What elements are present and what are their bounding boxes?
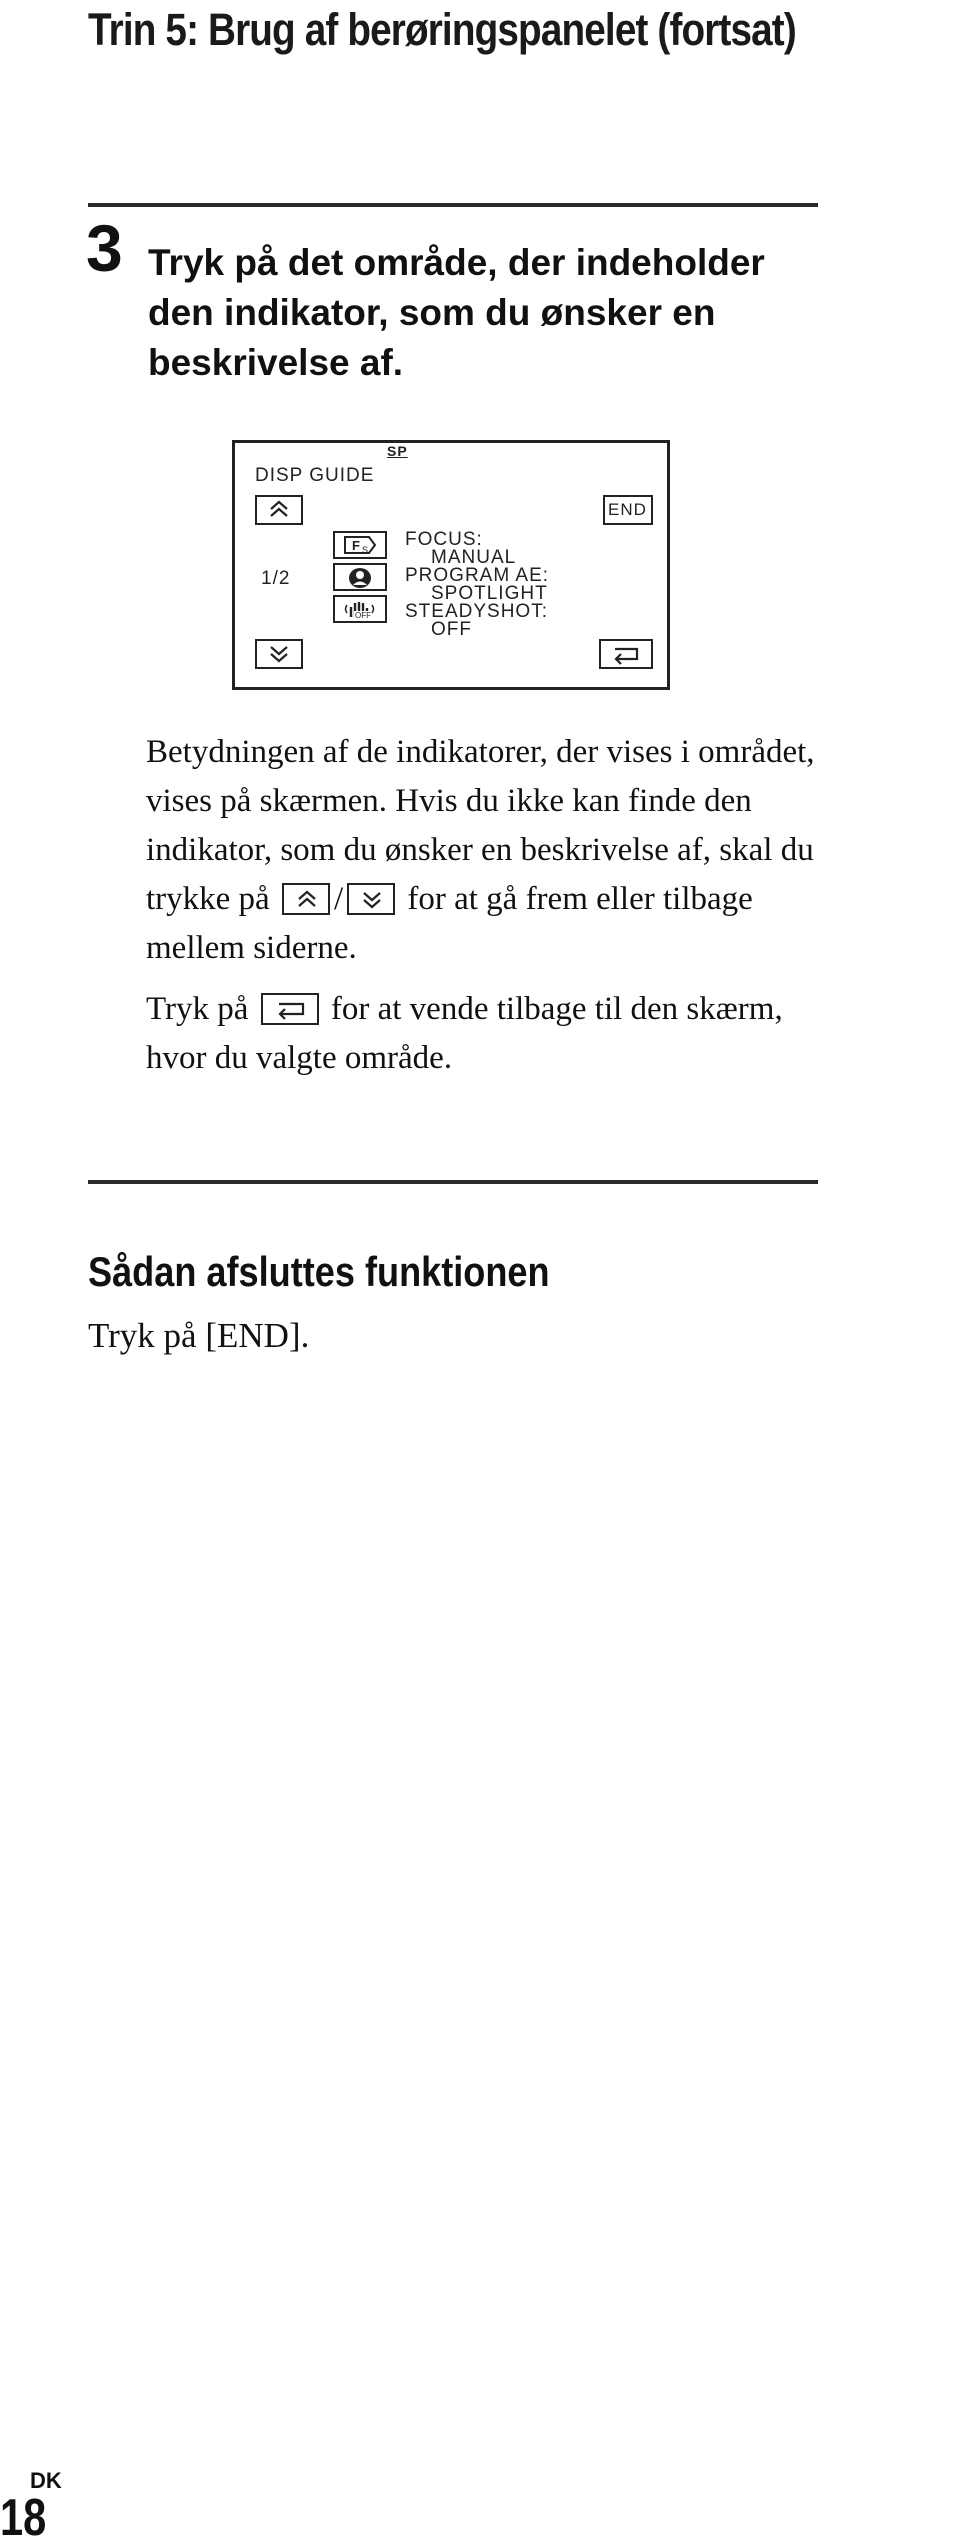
page-title: Trin 5: Brug af berøringspanelet (fortsat): [88, 4, 796, 55]
top-divider: [88, 203, 818, 207]
page-up-icon: [257, 497, 301, 523]
p2-end: for at vende tilbage til den skærm, hvor du valgte område.: [146, 991, 783, 1076]
end-button[interactable]: [603, 495, 653, 525]
disp-guide-label: DISP GUIDE: [255, 465, 375, 486]
focus-icon: [335, 533, 385, 557]
lcd-screen-illustration: [232, 440, 670, 690]
sp-indicator: SP: [387, 443, 408, 459]
page-indicator: 1/2: [261, 568, 291, 589]
p1-slash: /: [333, 881, 344, 917]
spotlight-icon: [335, 565, 385, 589]
inline-page-down-icon-box: [347, 883, 395, 915]
page-number: 18: [0, 2489, 47, 2547]
page-down-icon: [257, 641, 301, 667]
step-number: 3: [86, 211, 123, 285]
inline-page-up-icon-box: [282, 883, 330, 915]
spotlight-indicator-button[interactable]: [333, 563, 387, 591]
inline-return-icon-box: [261, 993, 319, 1025]
section-text: Tryk på [END].: [88, 1316, 310, 1355]
step-instruction: Tryk på det område, der indeholder den indikator, som du ønsker en beskrivelse af.: [148, 242, 765, 383]
return-icon: [601, 641, 651, 667]
return-icon: [271, 997, 311, 1023]
page-up-icon: [292, 887, 322, 913]
p1-start: Betydningen af de indikatorer, der vises i området, vises på skærmen. Hvis du ikke kan finde den indikator, som du ønsker en beskrivelse af, skal du trykke på: [146, 734, 815, 917]
section-heading: Sådan afsluttes funktionen: [88, 1248, 550, 1295]
desc-line-6: OFF: [431, 619, 472, 640]
paragraph-2: [146, 985, 826, 1083]
page-down-icon: [357, 887, 387, 913]
end-label: END: [608, 500, 647, 519]
body-text: [146, 728, 826, 1083]
desc-line-4: SPOTLIGHT: [431, 583, 548, 604]
page-up-button[interactable]: [255, 495, 303, 525]
focus-indicator-button[interactable]: [333, 531, 387, 559]
desc-line-3: PROGRAM AE:: [405, 565, 550, 586]
desc-line-1: FOCUS:: [405, 529, 483, 550]
svg-text:F: F: [352, 538, 360, 553]
p2-start: Tryk på: [146, 991, 249, 1027]
desc-line-5: STEADYSHOT:: [405, 601, 548, 622]
section-divider: [88, 1180, 818, 1184]
steadyshot-indicator-button[interactable]: [333, 595, 387, 623]
return-button[interactable]: [599, 639, 653, 669]
p1-end: for at gå frem eller tilbage mellem siderne.: [146, 881, 753, 966]
desc-line-2: MANUAL: [431, 547, 517, 568]
svg-text:S: S: [362, 545, 369, 555]
paragraph-1: [146, 728, 826, 973]
steadyshot-off-icon: [335, 597, 385, 621]
svg-text:OFF: OFF: [355, 611, 371, 620]
footer-language: DK: [30, 2468, 62, 2493]
page-down-button[interactable]: [255, 639, 303, 669]
